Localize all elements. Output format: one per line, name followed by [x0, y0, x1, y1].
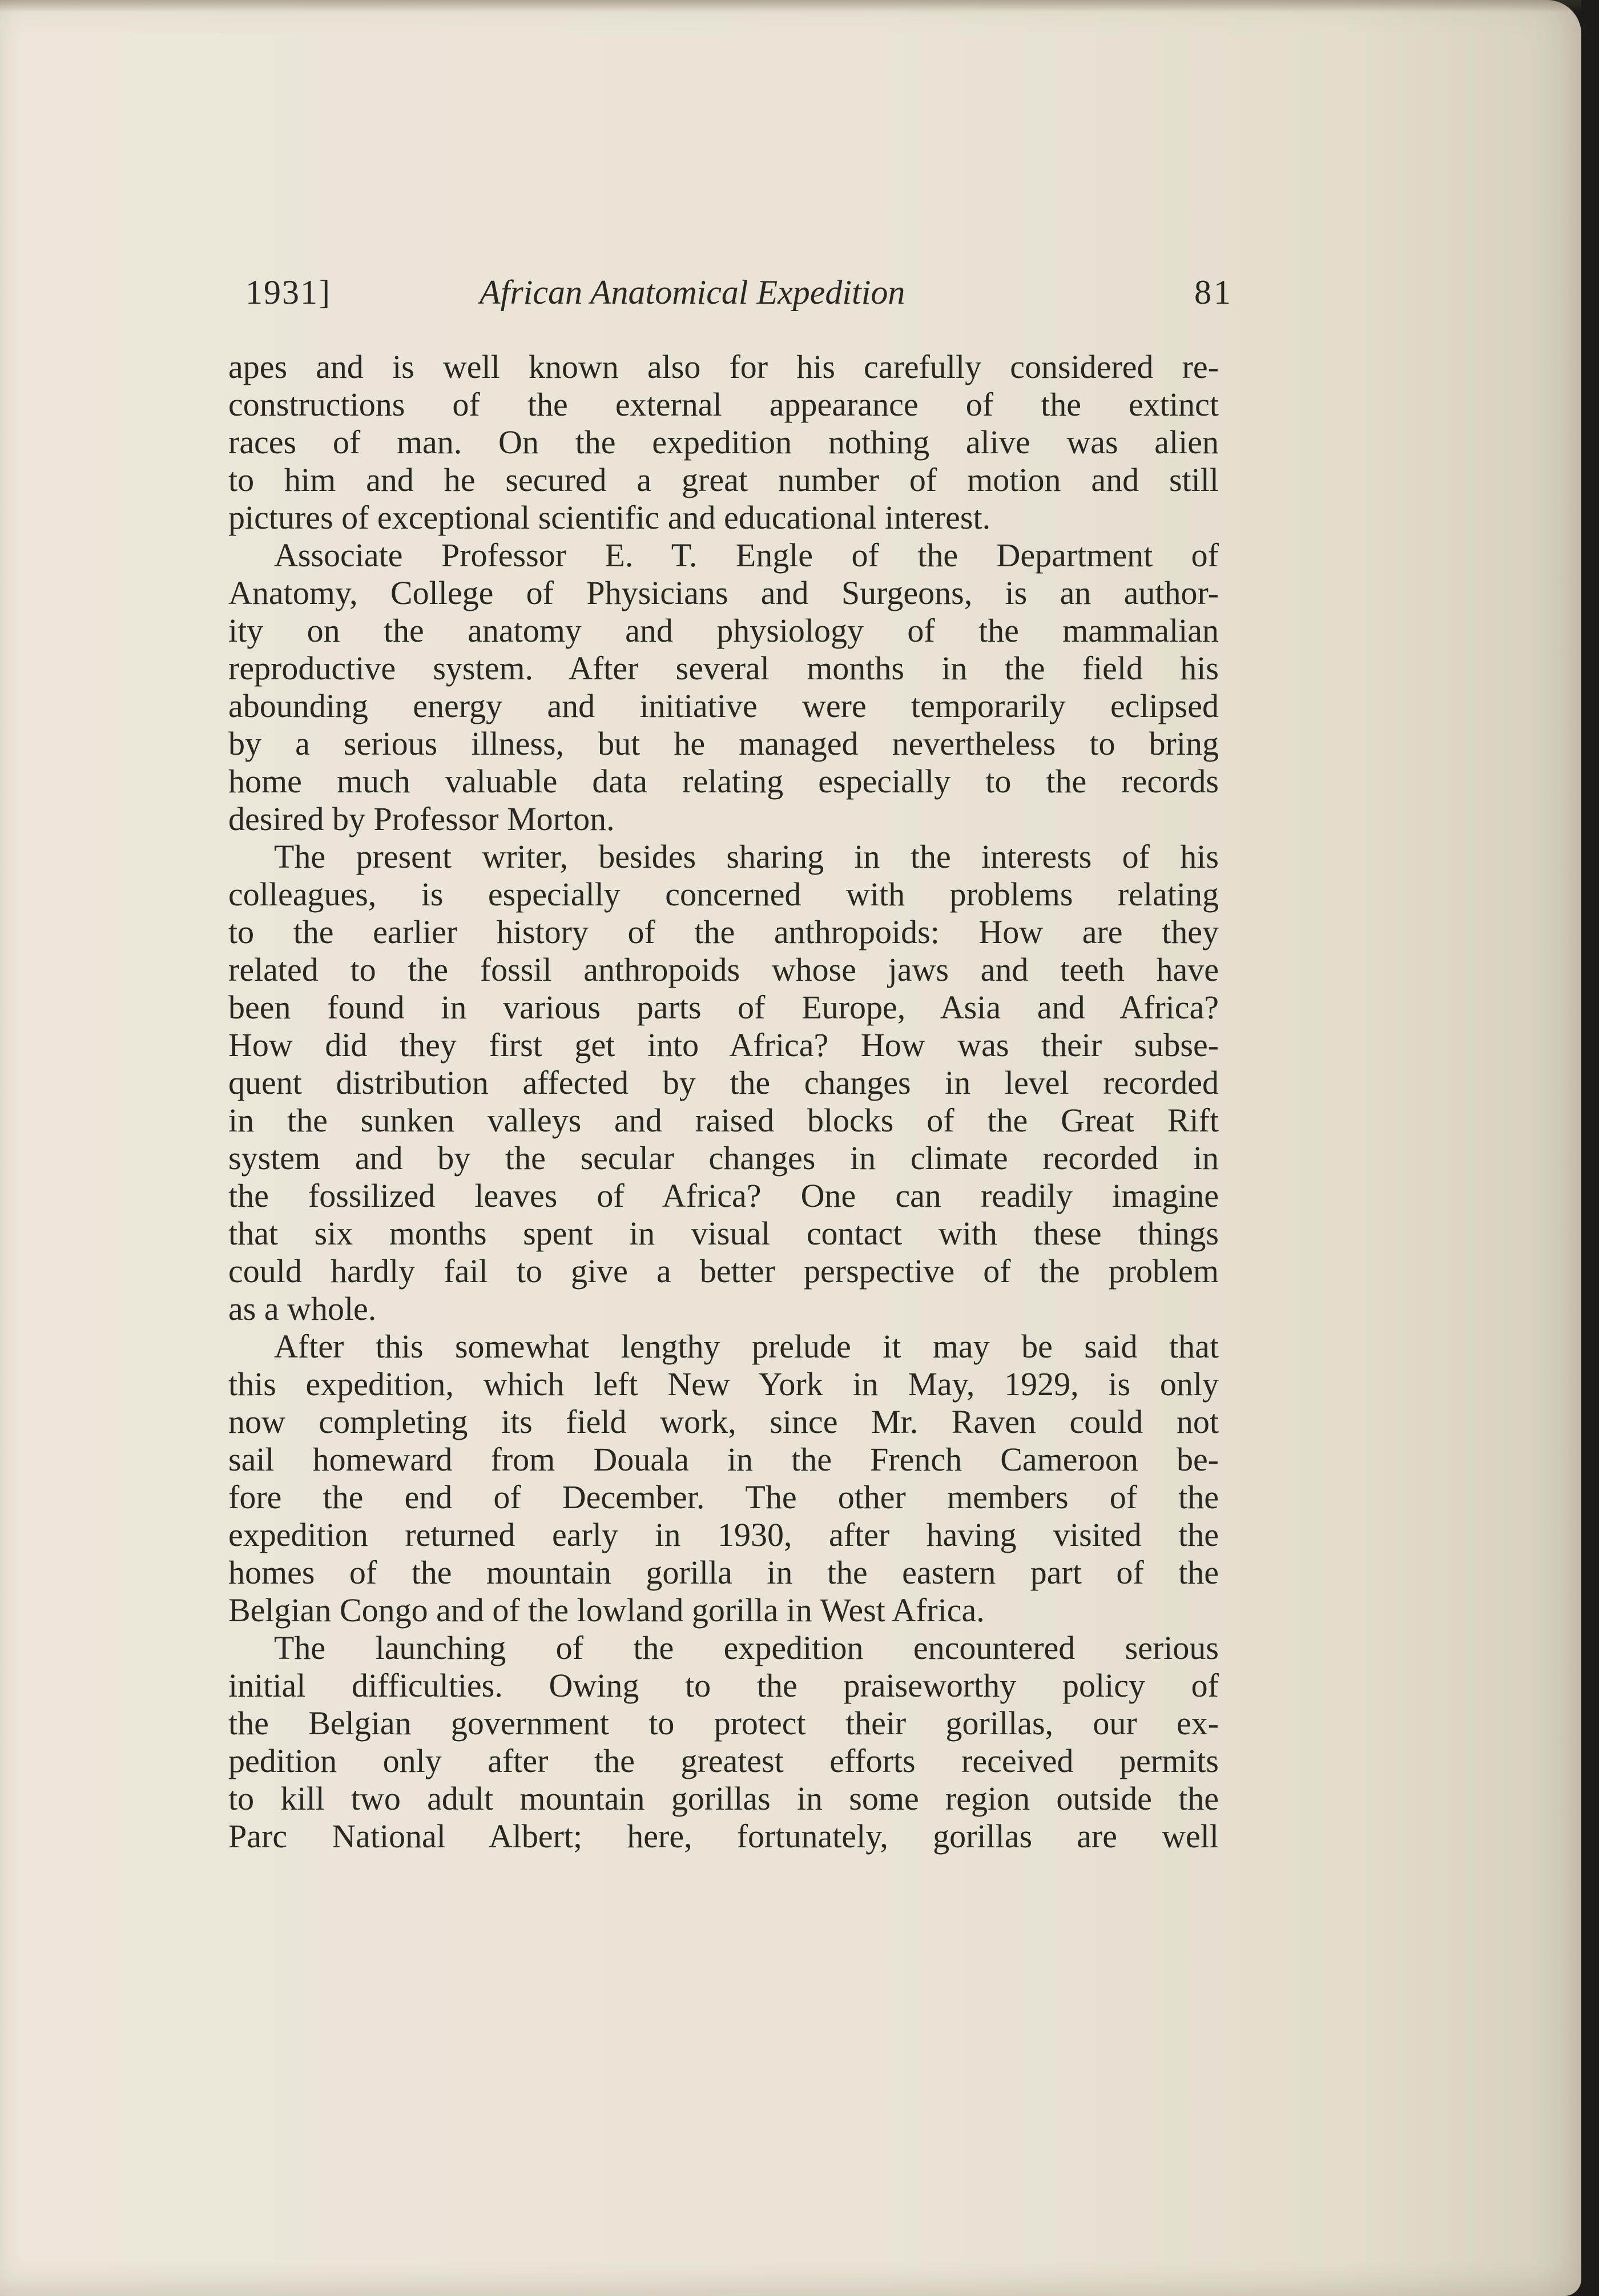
text-line: been found in various parts of Europe, Asia and Africa? [228, 989, 1219, 1026]
text-line: the fossilized leaves of Africa? One can readily imagine [228, 1177, 1219, 1214]
text-line: could hardly fail to give a better perspective of the problem [228, 1252, 1219, 1290]
text-line: pictures of exceptional scientific and educational interest. [228, 499, 991, 536]
text-line: quent distribution affected by the changes in level recorded [228, 1064, 1219, 1101]
text-line: that six months spent in visual contact with these things [228, 1215, 1219, 1252]
header-year: 1931] [245, 273, 331, 311]
text-line: the Belgian government to protect their gorillas, our ex- [228, 1705, 1219, 1742]
text-line: home much valuable data relating especially to the records [228, 763, 1219, 800]
header-title: African Anatomical Expedition [480, 273, 905, 311]
text-line: reproductive system. After several months in the field his [228, 650, 1219, 687]
text-line: pedition only after the greatest efforts received permits [228, 1742, 1219, 1779]
paragraph-start-line: The launching of the expedition encountered serious [274, 1629, 1219, 1666]
text-line: to him and he secured a great number of motion and still [228, 461, 1219, 498]
text-line: now completing its field work, since Mr. Raven could not [228, 1403, 1219, 1440]
text-line: races of man. On the expedition nothing alive was alien [228, 424, 1219, 461]
text-line: desired by Professor Morton. [228, 800, 615, 837]
text-line: ity on the anatomy and physiology of the mammalian [228, 612, 1219, 649]
text-line: to the earlier history of the anthropoids: How are they [228, 913, 1219, 950]
text-line: Anatomy, College of Physicians and Surgeons, is an author- [228, 574, 1219, 611]
text-line: sail homeward from Douala in the French Cameroon be- [228, 1441, 1219, 1478]
text-line: expedition returned early in 1930, after having visited the [228, 1516, 1219, 1553]
body-text [228, 348, 1219, 1855]
text-line: to kill two adult mountain gorillas in some region outside the [228, 1780, 1219, 1817]
text-line: this expedition, which left New York in May, 1929, is only [228, 1365, 1219, 1403]
text-line: Parc National Albert; here, fortunately, gorillas are well [228, 1818, 1219, 1855]
page-number: 81 [1194, 273, 1233, 311]
text-line: apes and is well known also for his carefully considered re- [228, 348, 1219, 385]
text-line: initial difficulties. Owing to the praiseworthy policy of [228, 1667, 1219, 1704]
text-line: as a whole. [228, 1290, 377, 1327]
paragraph-start-line: After this somewhat lengthy prelude it may be said that [274, 1328, 1219, 1365]
paragraph-start-line: The present writer, besides sharing in the interests of his [274, 838, 1219, 875]
running-head [228, 273, 1244, 319]
paragraph-start-line: Associate Professor E. T. Engle of the Department of [274, 537, 1219, 574]
text-line: Belgian Congo and of the lowland gorilla in West Africa. [228, 1592, 985, 1629]
text-line: colleagues, is especially concerned with problems relating [228, 876, 1219, 913]
text-line: by a serious illness, but he managed nevertheless to bring [228, 725, 1219, 762]
text-line: How did they first get into Africa? How was their subse- [228, 1026, 1219, 1064]
text-line: homes of the mountain gorilla in the eastern part of the [228, 1554, 1219, 1591]
text-line: constructions of the external appearance of the extinct [228, 386, 1219, 423]
text-line: fore the end of December. The other members of the [228, 1479, 1219, 1516]
text-line: system and by the secular changes in climate recorded in [228, 1139, 1219, 1177]
text-line: in the sunken valleys and raised blocks of the Great Rift [228, 1102, 1219, 1139]
text-line: abounding energy and initiative were temporarily eclipsed [228, 687, 1219, 724]
text-line: related to the fossil anthropoids whose jaws and teeth have [228, 951, 1219, 988]
